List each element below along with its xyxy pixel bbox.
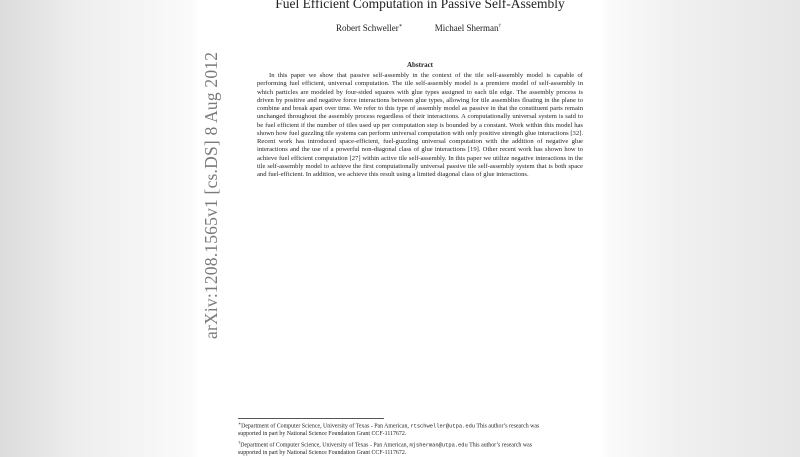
- author-footnote-mark: †: [498, 23, 502, 29]
- footnote-continuation: supported in part by National Science Foundation Grant CCF-1117672.: [238, 431, 407, 438]
- footnote: [238, 420, 604, 431]
- arxiv-identifier-stamp: arXiv:1208.1565v1 [cs.DS] 8 Aug 2012: [201, 51, 221, 339]
- footnote-affiliation: Department of Computer Science, University of Texas - Pan American,: [241, 423, 411, 430]
- author: [336, 23, 402, 33]
- author: [435, 23, 501, 33]
- author-list: [336, 23, 501, 33]
- footnote-mark: ∗: [238, 421, 242, 426]
- footnote-continuation: supported in part by National Science Foundation Grant CCF-1117672.: [238, 449, 407, 456]
- footnote-funding-note: This author’s research was: [467, 442, 532, 449]
- paper-title: Fuel Efficient Computation in Passive Self-Assembly: [275, 0, 565, 11]
- footnote-affiliation: Department of Computer Science, University of Texas - Pan American,: [240, 442, 410, 449]
- footnote-email: rtschweller@utpa.edu: [410, 423, 476, 430]
- author-footnote-mark: ∗: [398, 23, 403, 29]
- footnote-email: mjsherman@utpa.edu: [409, 442, 468, 449]
- abstract-body: In this paper we show that passive self-assembly in the context of the tile self-assembly model is capable of performing fuel efficient, universal computation. The tile self-assembly model is a premiere model of self-assembly in which particles are modeled by four-sided squares with glue types assigned to each tile edge. The assembly process is driven by positive and negative force interactions between glue types, allowing for tile assemblies floating in the plane to combine and break apart over time. We refer to this type of assembly model as passive in that the constituent parts remain unchanged throughout the assembly process regardless of their interactions. A computationally universal system is said to be fuel efficient if the number of tiles used up per computation step is bounded by a constant. Work within this model has shown how fuel guzzling tile systems can perform universal computation with only positive strength glue interactions [32]. Recent work has introduced space-efficient, fuel-guzzling universal computation with the addition of negative glue interactions and the use of a powerful non-diagonal class of glue interactions [19]. Other recent work has shown how to achieve fuel efficient computation [27] within active tile self-assembly. In this paper we utilize negative interactions in the tile self-assembly model to achieve the first computationally universal passive tile self-assembly system that is both space and fuel-efficient. In addition, we achieve this result using a limited diagonal class of glue interactions.: [257, 72, 583, 178]
- author-name: Robert Schweller: [336, 23, 399, 33]
- footnotes: [238, 420, 604, 457]
- footnote-funding-note: This author’s research was: [475, 423, 540, 430]
- footnote-divider: [238, 418, 384, 419]
- footnote-mark: †: [238, 439, 241, 445]
- abstract-heading: Abstract: [406, 61, 434, 69]
- footnote: [238, 439, 604, 450]
- author-name: Michael Sherman: [434, 23, 499, 33]
